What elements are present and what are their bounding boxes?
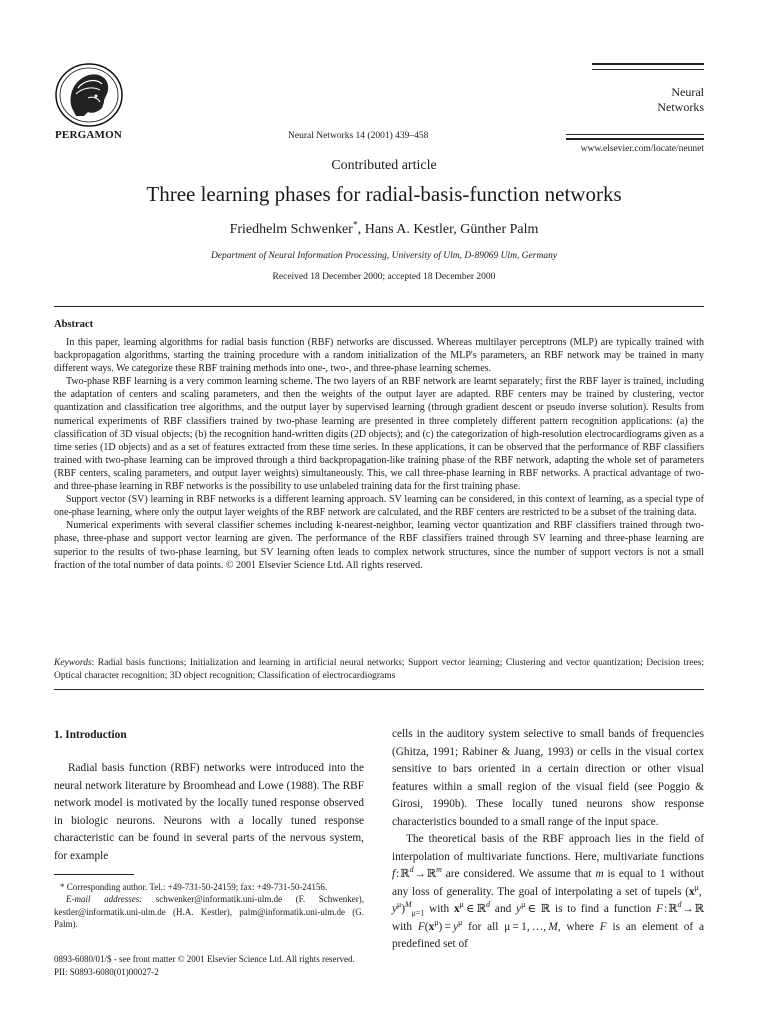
abstract-paragraph: In this paper, learning algorithms for radial basis function (RBF) networks are discussed. Whereas multilayer perceptrons (MLP) are typically trained with backpropagation algorithms, starting the training procedure with a random initialization of the MLP's parameters, an RBF network may be trained in many different ways. We categorize these RBF training methods into one-, two-, and three-phase learning schemes. [54,337,704,375]
right-column [392,726,704,954]
publisher-name: PERGAMON [55,129,122,141]
journal-name-line1: Neural [671,85,704,99]
pii-line: PII: S0893-6080(01)00027-2 [54,967,159,977]
article-authors [0,219,768,238]
keywords-label: Keywords [54,658,92,668]
journal-rule-top [592,63,704,65]
intro-paragraph-left: Radial basis function (RBF) networks were introduced into the neural network literature by Broomhead and Lowe (1988). The RBF network model is motivated by the locally tuned response observed in biologic neurons. Neurons with a locally tuned response characteristic can be found in several parts of the nervous system, for example [54,762,364,862]
pergamon-logo-icon [54,62,124,128]
journal-rule-bottom-thin [566,134,704,135]
keywords [54,657,704,683]
author-affiliation: Department of Neural Information Processing, University of Ulm, D-89069 Ulm, Germany [210,251,558,261]
author-rest: , Hans A. Kestler, Günther Palm [357,222,539,237]
abstract-heading: Abstract [54,319,94,330]
intro-paragraph-right: cells in the auditory system selective to small bands of frequencies (Ghitza, 1991; Rabiner & Juang, 1993) or cells in the visual cortex sensitive to bars oriented in a certain direction or other visual features within a small region of the visual field (see Poggio & Girosi, 1990b). These locally tuned neurons show response characteristics bounded to a small range of the input space. [392,728,704,828]
section-heading: 1. Introduction [54,729,127,741]
issn-line: 0893-6080/01/$ - see front matter © 2001 Elsevier Science Ltd. All rights reserved. [54,954,355,964]
abstract-body [54,336,704,572]
author-first: Friedhelm Schwenker [229,222,353,237]
abstract-paragraph: Two-phase RBF learning is a very common learning scheme. The two layers of an RBF network are learnt separately; first the RBF layer is trained, including the adaptation of centers and scaling parameters, and then the weights of the output layer are adapted. RBF centers may be trained by clustering, vector quantization and classification tree algorithms, and the output layer by supervised learning (through gradient descent or pseudo inverse solution). Results from numerical experiments of RBF classifiers trained by two-phase learning are presented in three completely different pattern recognition applications: (a) the classification of 3D visual objects; (b) the recognition hand-written digits (2D objects); and (c) the categorization of high-resolution electrocardiograms given as a time series (1D objects) and as a set of features extracted from these time series. In these applications, it can be observed that the performance of RBF classifiers trained with two-phase learning can be improved through a third backpropagation-like training phase of the RBF network, adapting the whole set of parameters (RBF centers, scaling parameters, and output layer weights) simultaneously. This, we call three-phase learning in RBF networks. A practical advantage of two- and three-phase learning in RBF networks is the possibility to use unlabeled training data for the first training phase. [54,376,704,493]
journal-name [600,85,704,115]
footnote-corresponding: * Corresponding author. Tel.: +49-731-50-24159; fax: +49-731-50-24156. [60,882,328,892]
journal-rule-bottom [566,138,704,140]
article-dates: Received 18 December 2000; accepted 18 December 2000 [272,272,496,282]
abstract-rule-top [54,306,704,307]
article-title: Three learning phases for radial-basis-function networks [146,182,622,206]
footnote [54,881,364,930]
journal-name-line2: Networks [657,100,704,114]
journal-url[interactable]: www.elsevier.com/locate/neunet [580,144,704,154]
keywords-list: : Radial basis functions; Initialization and learning in artificial neural networks; Support vector learning; Clustering and vector quantization; Decision trees; Optical character recognition; 3D object recognition; Classification of electrocardiograms [54,658,704,681]
footnote-email-label: E-mail addresses: [66,894,143,905]
footnote-emails [54,893,364,930]
journal-citation: Neural Networks 14 (2001) 439–458 [288,131,429,141]
article-type: Contributed article [331,158,437,173]
abstract-paragraph: Numerical experiments with several classifier schemes including k-nearest-neighbor, learning vector quantization and RBF classifiers trained through two-phase, three-phase and support vector learning are given. The performance of the RBF classifiers trained through SV learning and three-phase learning are superior to the results of two-phase learning, but SV learning often leads to complex network structures, since the number of support vectors is not a small fraction of the total number of data points. © 2001 Elsevier Science Ltd. All rights reserved. [54,520,704,571]
left-column [54,760,364,865]
corresponding-mark: * [352,219,358,231]
front-matter [54,953,355,979]
footnote-rule [54,874,134,875]
abstract-rule-bottom [54,689,704,690]
abstract-paragraph: Support vector (SV) learning in RBF networks is a different learning approach. SV learning can be considered, in this context of learning, as a special type of one-phase learning, where only the output layer weights of the RBF network are calculated, and the RBF centers are restricted to be a subset of the training data. [54,494,704,519]
journal-rule-top-thin [592,69,704,70]
intro-paragraph-theory: The theoretical basis of the RBF approach lies in the field of interpolation of multivariate functions. Here, multivariate functions f : ℝ$^d$ → ℝ$^m$ are considered. We assume that m is equal to 1 without any loss of generality. The goal of interpolating a set of tupels ($x^\mu$, $y^\mu)^M_{\mu=1}$ with $x^\mu$ ∈ ℝ$^d$ and $y^\mu$ ∈ ℝ is to find a function F : ℝ$^d$ → ℝ with $F(x^\mu) = y^\mu$ for all μ = 1, …, M, where F is an element of a predefined set of [392,833,704,950]
footnote-email-list: schwenker@informatik.uni-ulm.de (F. Schwenker), kestler@informatik.uni-ulm.de (H.A. Kestler), palm@informatik.uni-ulm.de (G. Palm). [54,894,364,929]
